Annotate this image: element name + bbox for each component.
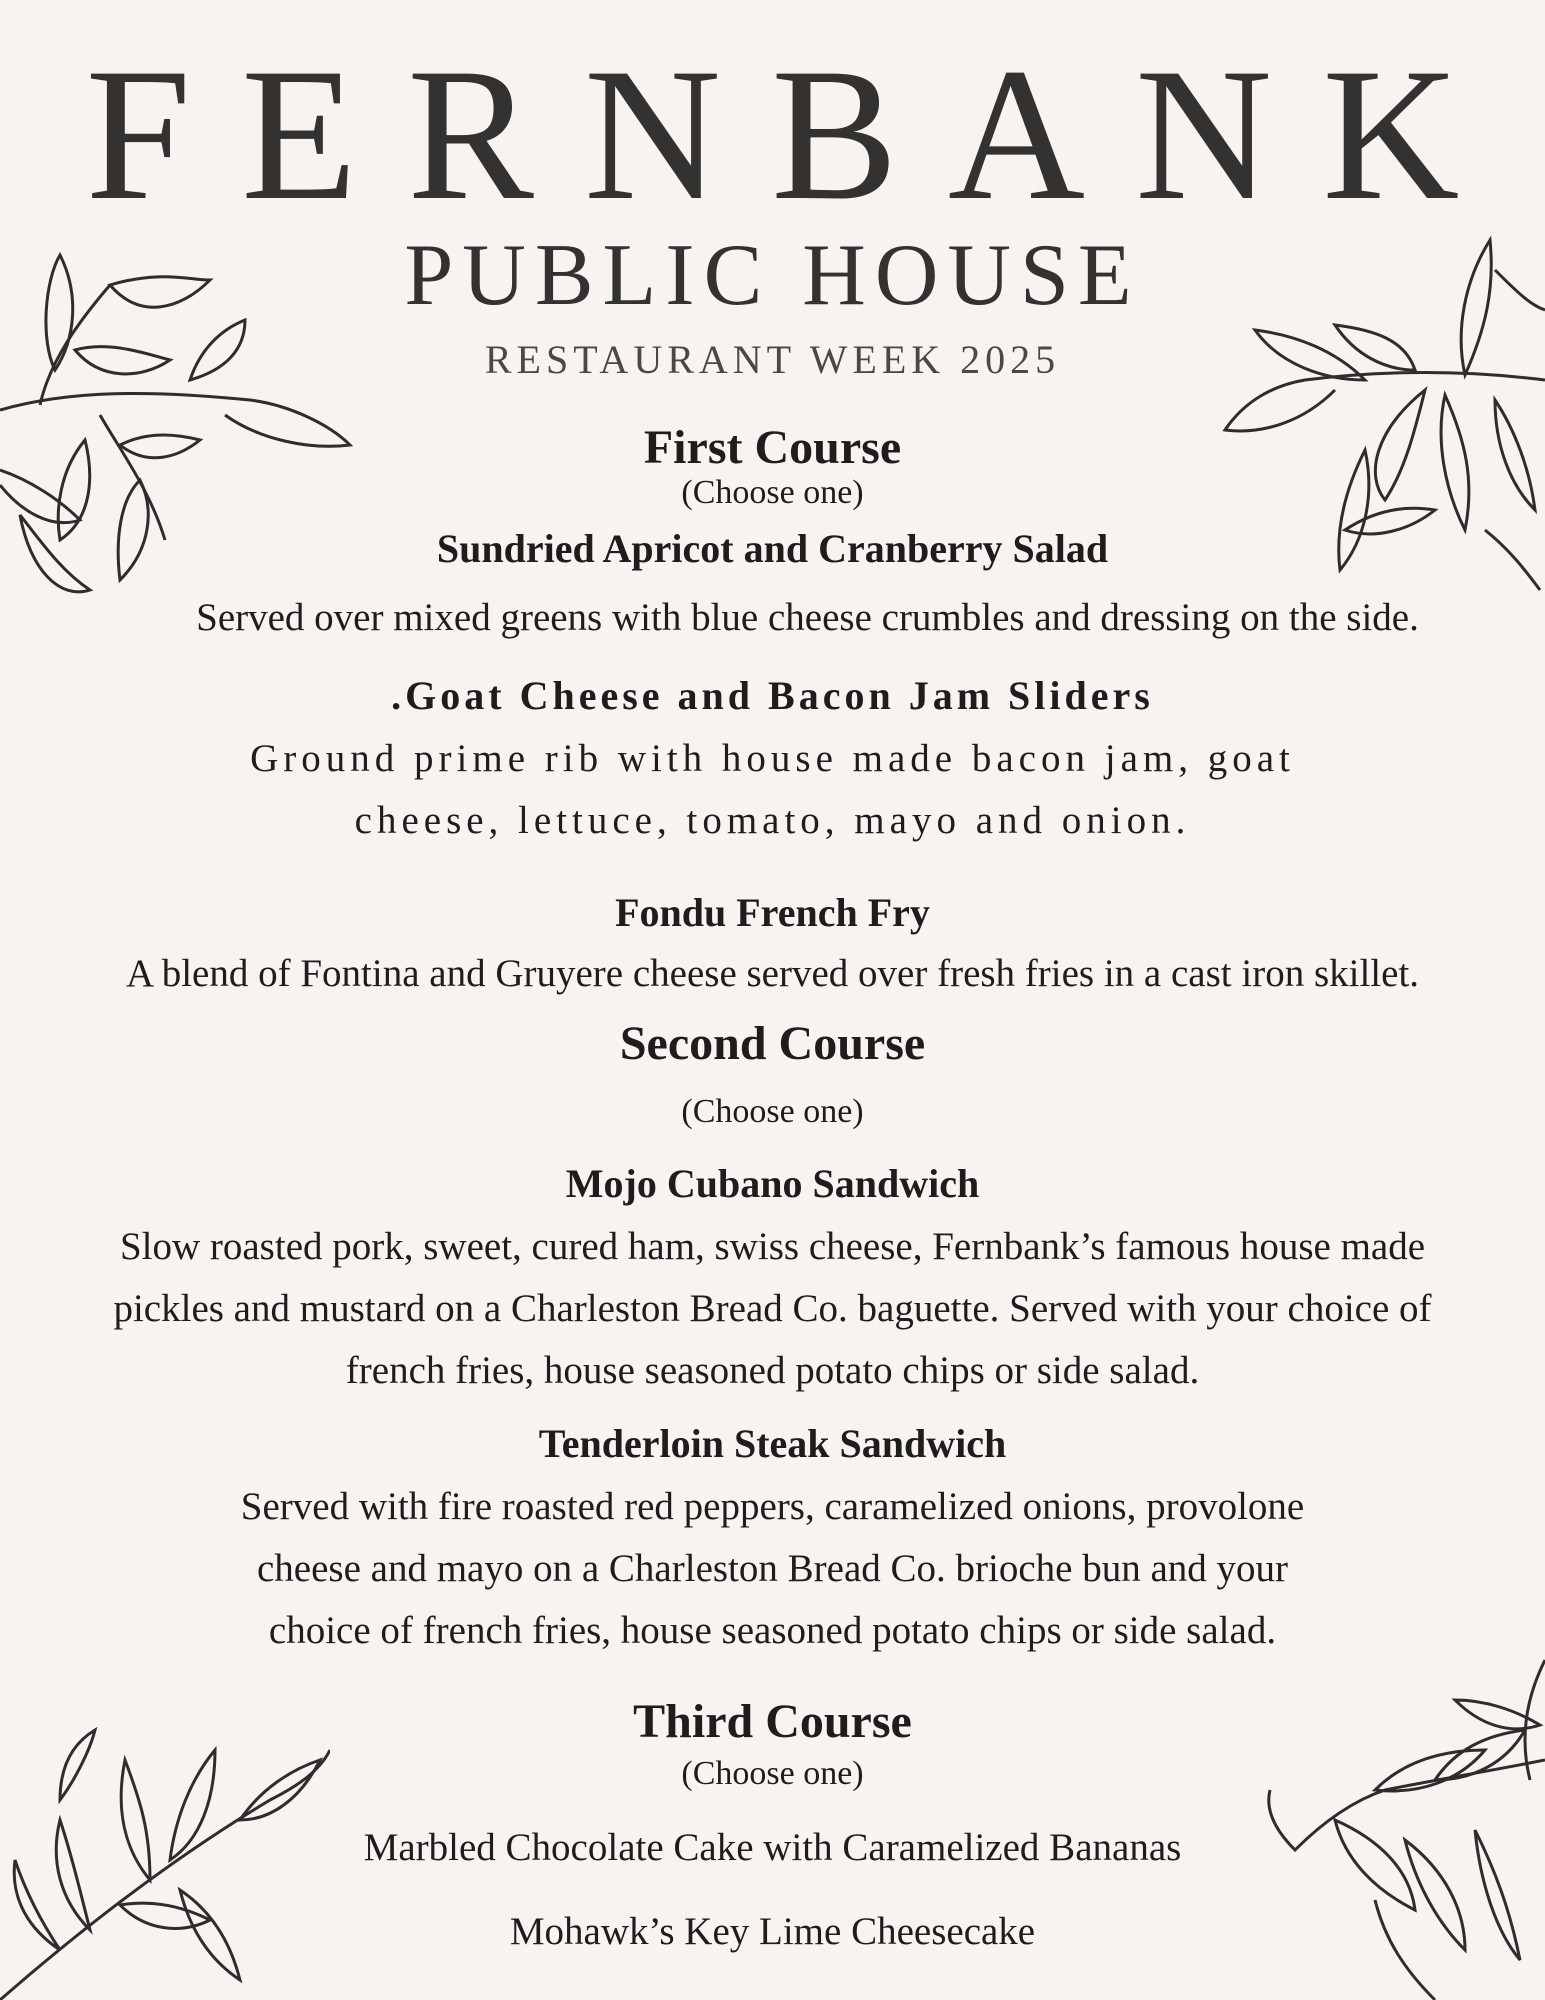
- event-name: RESTAURANT WEEK 2025: [484, 337, 1061, 382]
- menu-item-description: cheese and mayo on a Charleston Bread Co. brioche bun and your: [256, 1547, 1289, 1590]
- second-course-heading: Second Course: [619, 1017, 926, 1070]
- restaurant-name: FERNBANK: [85, 30, 1510, 240]
- menu-item-description: choice of french fries, house seasoned potato chips or side salad.: [268, 1609, 1277, 1652]
- first-course-heading: First Course: [643, 421, 902, 474]
- menu-item-name: Mojo Cubano Sandwich: [565, 1161, 980, 1206]
- dessert-item: Mohawk’s Key Lime Cheesecake: [509, 1910, 1036, 1953]
- menu-item-description: pickles and mustard on a Charleston Bread Co. baguette. Served with your choice of: [113, 1287, 1432, 1330]
- menu-item-description: Ground prime rib with house made bacon jam, goat: [250, 737, 1295, 780]
- menu-item-description: Slow roasted pork, sweet, cured ham, swiss cheese, Fernbank’s famous house made: [119, 1225, 1426, 1268]
- third-course-heading: Third Course: [633, 1695, 912, 1748]
- third-course-note: (Choose one): [681, 1755, 864, 1792]
- first-course-note: (Choose one): [681, 474, 864, 511]
- menu-item-description: cheese, lettuce, tomato, mayo and onion.: [354, 799, 1191, 842]
- menu-item-description: A blend of Fontina and Gruyere cheese served over fresh fries in a cast iron skillet.: [125, 952, 1420, 995]
- menu-item-description: french fries, house seasoned potato chips or side salad.: [345, 1349, 1200, 1392]
- menu-item-name: Tenderloin Steak Sandwich: [538, 1421, 1007, 1466]
- menu-item-description: Served with fire roasted red peppers, caramelized onions, provolone: [240, 1485, 1305, 1528]
- menu-item-name: Sundried Apricot and Cranberry Salad: [436, 526, 1109, 571]
- second-course-note: (Choose one): [681, 1093, 864, 1130]
- menu-item-name: Fondu French Fry: [615, 890, 930, 935]
- dessert-item: Marbled Chocolate Cake with Caramelized Bananas: [363, 1826, 1182, 1869]
- menu-item-description: Served over mixed greens with blue cheese crumbles and dressing on the side.: [196, 596, 1419, 639]
- restaurant-subtitle: PUBLIC HOUSE: [404, 227, 1141, 324]
- menu-item-name: .Goat Cheese and Bacon Jam Sliders: [391, 673, 1154, 718]
